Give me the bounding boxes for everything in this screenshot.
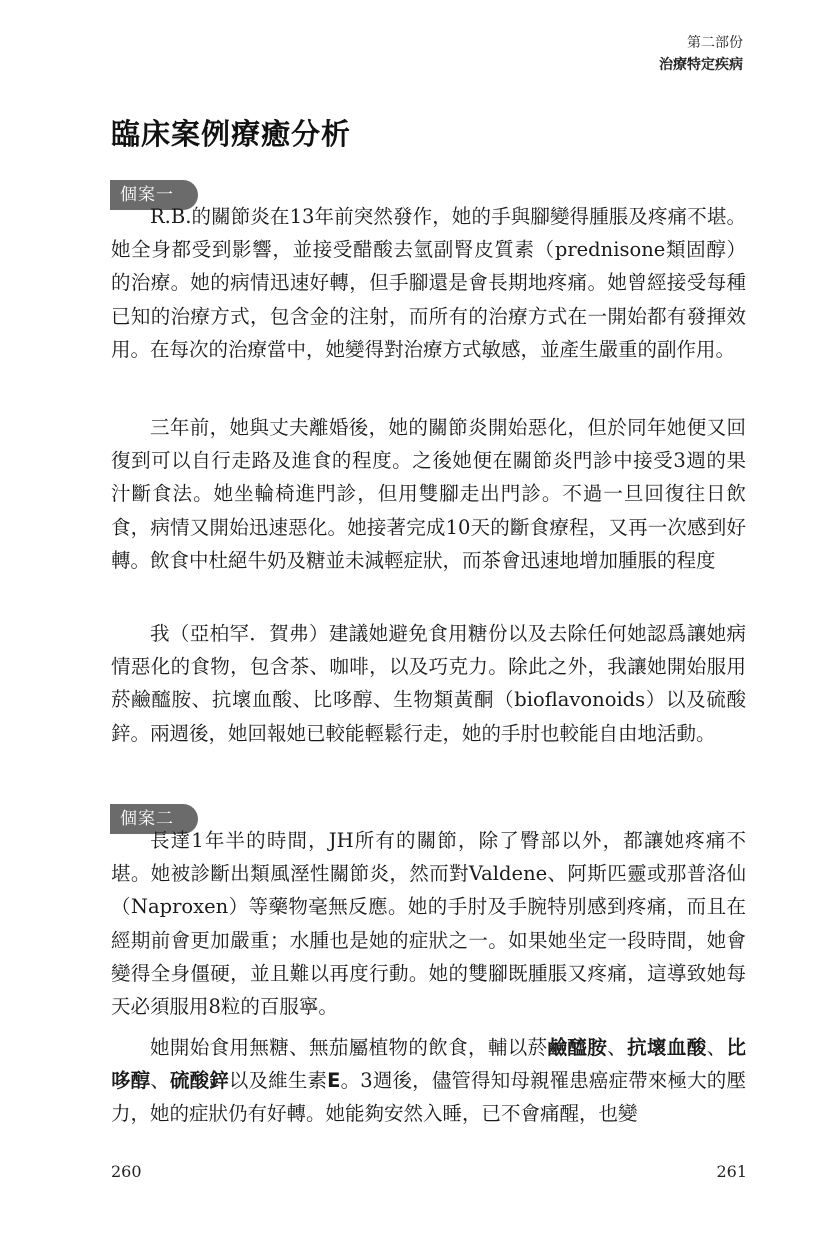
bold-term-zinc-sulfate: 硫酸鋅 xyxy=(169,1069,229,1093)
section-label: 治療特定疾病 xyxy=(659,57,743,73)
case-1-paragraph-1: R.B.的關節炎在13年前突然發作，她的手與腳變得腫脹及疼痛不堪。她全身都受到影響，並接受醋酸去氫副腎皮質素（prednisone類固醇）的治療。她的病情迅速好轉，但手腳還是會長期地疼痛。她曾經接受每種已知的治療方式，包含金的注射，而所有的治療方式在一開始都有發揮效用。在每次的治療當中，她變得對治療方式敏感，並產生嚴重的副作用。 xyxy=(111,205,746,361)
case-2-label: 個案二 xyxy=(110,804,198,834)
bold-term-pyridoxine: 比哆醇 xyxy=(111,1036,746,1093)
paragraph-text: 她開始食用無糖、無茄屬植物的飲食，輔以菸 xyxy=(150,1036,548,1059)
bold-term-niacinamide: 鹼醯胺 xyxy=(547,1036,608,1059)
case-1-paragraph-2: 三年前，她與丈夫離婚後，她的關節炎開始惡化，但於同年她便又回復到可以自行走路及進食的程度。之後她便在關節炎門診中接受3週的果汁斷食法。她坐輪椅進門診，但用雙腳走出門診。不過一旦回復往日飲食，病情又開始迅速惡化。她接著完成10天的斷食療程，又再一次感到好轉。飲食中杜絕牛奶及糖並未減輕症狀，而茶會迅速地增加腫脹的程度 xyxy=(111,416,746,572)
separator: 、 xyxy=(150,1069,170,1093)
running-head xyxy=(659,32,743,76)
paragraph-text: 以及維生素 xyxy=(228,1069,328,1093)
page-number-left: 260 xyxy=(111,1162,142,1181)
case-1-paragraph-3: 我（亞柏罕．賀弗）建議她避免食用糖份以及去除任何她認爲讓她病情惡化的食物，包含茶、咖啡，以及巧克力。除此之外，我讓她開始服用菸鹼醯胺、抗壞血酸、比哆醇、生物類黃酮（bioflavonoids）以及硫酸鋅。兩週後，她回報她已較能輕鬆行走，她的手肘也較能自由地活動。 xyxy=(111,622,746,745)
separator: 、 xyxy=(607,1036,628,1059)
bold-term-vitamin-e: E xyxy=(327,1069,341,1093)
bold-term-ascorbic-acid: 抗壞血酸 xyxy=(627,1036,707,1059)
paragraph-text: 。3週後，儘管得知母親罹患癌症帶來極大的壓力，她的症狀仍有好轉。她能夠安然入睡，已不會痛醒，也變 xyxy=(111,1069,746,1126)
case-2-paragraph-1: 長達1年半的時間，JH所有的關節，除了臀部以外，都讓她疼痛不堪。她被診斷出類風溼性關節炎，然而對Valdene、阿斯匹靈或那普洛仙（Naproxen）等藥物毫無反應。她的手肘及手腕特別感到疼痛，而且在經期前會更加嚴重；水腫也是她的症狀之一。如果她坐定一段時間，她會變得全身僵硬，並且難以再度行動。她的雙腳既腫脹又疼痛，這導致她每天必須服用8粒的百服寧。 xyxy=(111,829,746,1019)
case-2-paragraph-2 xyxy=(111,1031,746,1131)
part-label: 第二部份 xyxy=(687,35,743,51)
case-1-label: 個案一 xyxy=(110,180,198,210)
page-title: 臨床案例療癒分析 xyxy=(111,117,352,151)
page-number-right: 261 xyxy=(716,1162,747,1181)
separator: 、 xyxy=(706,1036,727,1059)
